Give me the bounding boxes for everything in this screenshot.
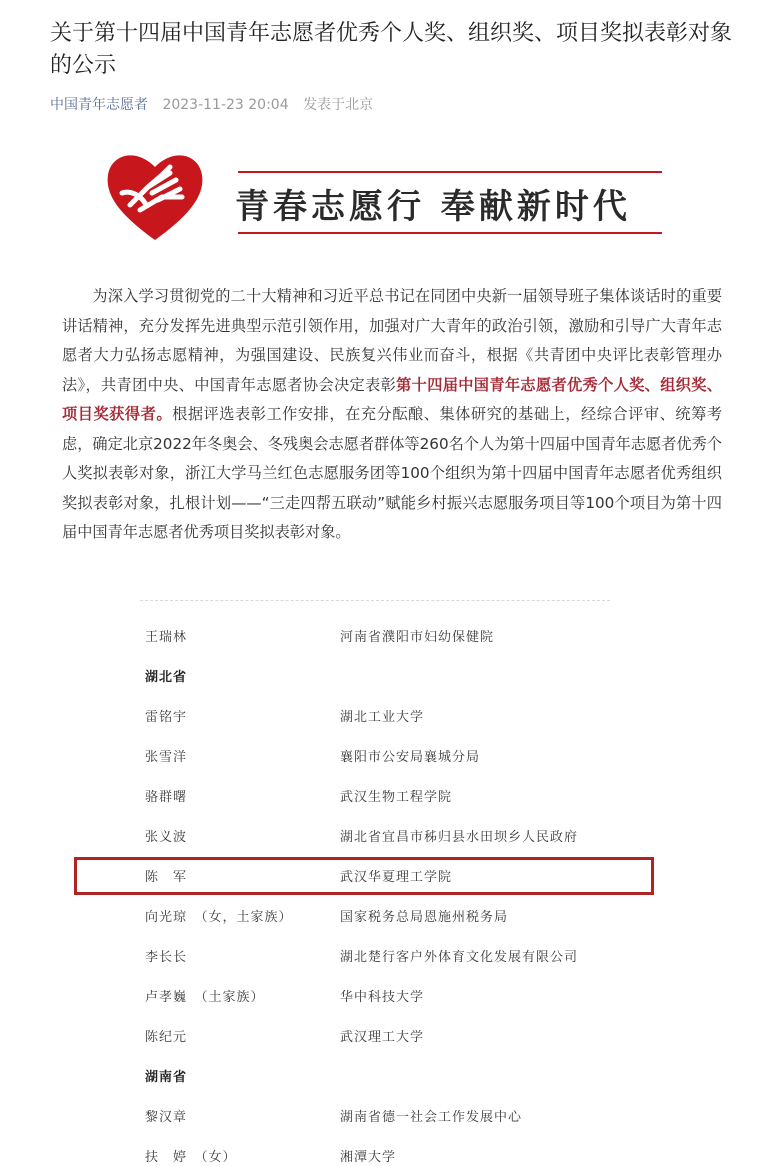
- publish-location: 发表于北京: [303, 97, 374, 113]
- article-meta: [50, 94, 373, 114]
- awardee-name: 张义波: [145, 830, 188, 845]
- awardee-name: 陈纪元: [145, 1030, 188, 1045]
- awardee-organization: 武汉华夏理工学院: [340, 870, 453, 885]
- paragraph-highlight: 第十四届中国青年志愿者优秀个人奖、组织奖、项目奖获得者。: [62, 375, 722, 423]
- awardee-name: 黎汉章: [145, 1110, 188, 1125]
- awardee-name: 扶 婷 （女）: [145, 1150, 237, 1165]
- list-item: [0, 818, 776, 858]
- banner-image: [100, 145, 705, 245]
- province-heading: [0, 1058, 776, 1098]
- list-item: [0, 938, 776, 978]
- awardee-organization: 襄阳市公安局襄城分局: [340, 750, 481, 765]
- awardee-organization: 湖北省宜昌市秭归县水田坝乡人民政府: [340, 830, 579, 845]
- article-title: 关于第十四届中国青年志愿者优秀个人奖、组织奖、项目奖拟表彰对象的公示: [50, 21, 733, 78]
- awardee-name: 李长长: [145, 950, 188, 965]
- paragraph-text-continued: 根据评选表彰工作安排，在充分酝酿、集体研究的基础上，经综合评审、统筹考虑，确定北京2022年冬奥会、冬残奥会志愿者群体等260名个人为第十四届中国青年志愿者优秀个人奖拟表彰对象，浙江大学马兰红色志愿服务团等100个组织为第十四届中国青年志愿者优秀组织奖拟表彰对象，扎根计划——“三走四帮五联动”赋能乡村振兴志愿服务项目等100个项目为第十四届中国青年志愿者优秀项目奖拟表彰对象。: [62, 405, 723, 541]
- awardee-organization: 武汉理工大学: [340, 1030, 425, 1045]
- publish-time: 2023-11-23 20:04: [162, 97, 289, 113]
- awardee-organization: 河南省濮阳市妇幼保健院: [340, 630, 495, 645]
- list-item: [0, 1018, 776, 1058]
- list-item: [0, 618, 776, 658]
- province-name: 湖南省: [145, 1070, 188, 1085]
- awardee-name: 张雪洋: [145, 750, 188, 765]
- province-name: 湖北省: [145, 670, 188, 685]
- heart-hand-icon: [108, 155, 203, 240]
- list-item: [0, 978, 776, 1018]
- awardee-name: 雷铭宇: [145, 710, 188, 725]
- awardee-organization: 湖北工业大学: [340, 710, 425, 725]
- highlight-box: [74, 857, 654, 895]
- awardee-name: 卢孝巍 （土家族）: [145, 990, 265, 1005]
- awardee-organization: 武汉生物工程学院: [340, 790, 453, 805]
- paragraph-text: 为深入学习贯彻党的二十大精神和习近平总书记在同团中央新一届领导班子集体谈话时的重要讲话精神，充分发挥先进典型示范引领作用，加强对广大青年的政治引领，激励和引导广大青年志愿者大力弘扬志愿精神，为强国建设、民族复兴伟业而奋斗，根据《共青团中央评比表彰管理办法》，共青团中央、中国青年志愿者协会决定表彰: [62, 287, 722, 394]
- awardee-organization: 湖北楚行客户外体育文化发展有限公司: [340, 950, 579, 965]
- awardee-organization: 湖南省德一社会工作发展中心: [340, 1110, 523, 1125]
- banner-slogan: 青春志愿行 奉献新时代: [235, 187, 631, 227]
- awardee-name: 骆群曙: [145, 790, 188, 805]
- list-top-edge: [140, 600, 610, 604]
- awardee-organization: 华中科技大学: [340, 990, 425, 1005]
- account-name-link[interactable]: 中国青年志愿者: [50, 97, 148, 113]
- awardee-organization: 湘潭大学: [340, 1150, 397, 1165]
- list-item: [0, 738, 776, 778]
- awardee-name: 向光琼 （女，土家族）: [145, 910, 293, 925]
- list-item: [0, 898, 776, 938]
- article-paragraph: [62, 282, 722, 548]
- list-item: [0, 1098, 776, 1138]
- list-item: [0, 778, 776, 818]
- province-heading: [0, 658, 776, 698]
- awardee-name: 陈 军: [145, 870, 188, 885]
- list-item: [0, 1138, 776, 1166]
- awardee-name: 王瑞林: [145, 630, 188, 645]
- awardee-organization: 国家税务总局恩施州税务局: [340, 910, 509, 925]
- list-item: [0, 698, 776, 738]
